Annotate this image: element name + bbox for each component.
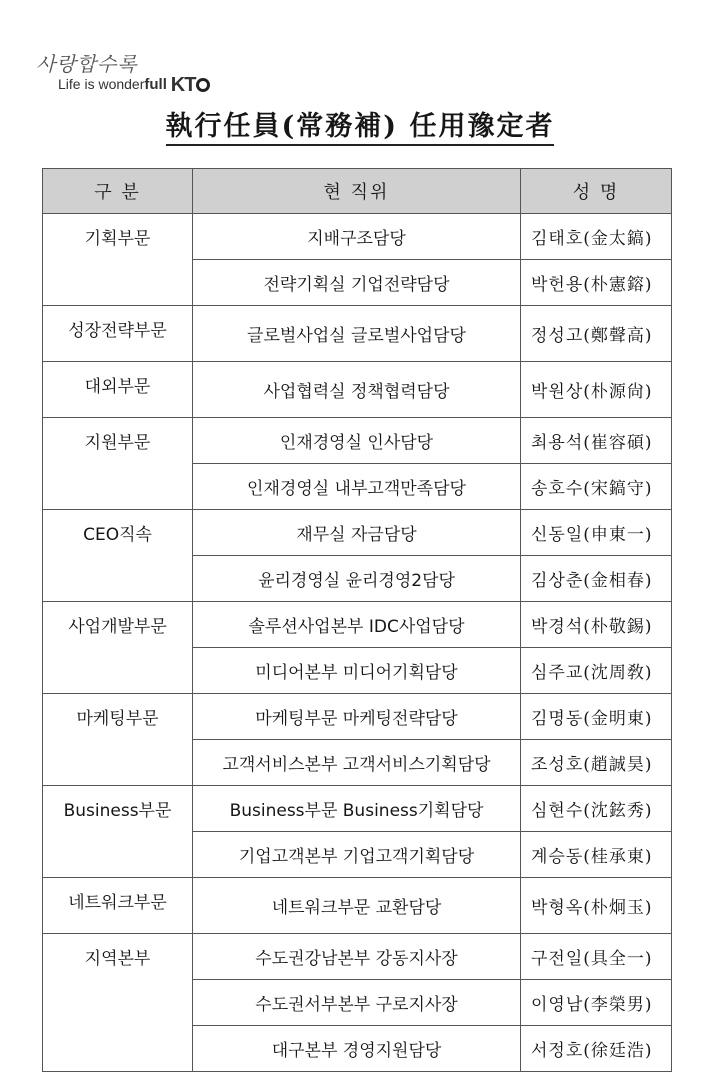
name-cell: 구전일(具全一) [521,934,672,980]
table-row [43,362,672,418]
table-row [43,418,672,464]
position-cell: 인재경영실 인사담당 [193,418,521,464]
position-cell: 전략기획실 기업전략담당 [193,260,521,306]
header-division: 구 분 [43,169,193,214]
name-cell: 김상춘(金相春) [521,556,672,602]
table-row [43,786,672,832]
position-cell: 윤리경영실 윤리경영2담당 [193,556,521,602]
name-cell: 심현수(沈鉉秀) [521,786,672,832]
name-cell: 서정호(徐廷浩) [521,1026,672,1072]
position-cell: 네트워크부문 교환담당 [193,878,521,934]
name-cell: 심주교(沈周敎) [521,648,672,694]
position-cell: Business부문 Business기획담당 [193,786,521,832]
table-row [43,214,672,260]
logo-brand: KT [170,74,196,96]
name-cell: 김태호(金太鎬) [521,214,672,260]
document-title-text: 執行任員(常務補) 任用豫定者 [166,111,555,146]
logo-tagline-prefix: Life is wonder [58,76,145,92]
position-cell: 사업협력실 정책협력담당 [193,362,521,418]
name-cell: 조성호(趙誠昊) [521,740,672,786]
table-body [43,214,672,1072]
name-cell: 최용석(崔容碩) [521,418,672,464]
name-cell: 이영남(李榮男) [521,980,672,1026]
position-cell: 수도권서부본부 구로지사장 [193,980,521,1026]
header-name: 성 명 [521,169,672,214]
name-cell: 박원상(朴源尙) [521,362,672,418]
division-cell: 지역본부 [43,934,193,1072]
division-cell: 마케팅부문 [43,694,193,786]
division-cell: Business부문 [43,786,193,878]
division-cell: CEO직속 [43,510,193,602]
table-row [43,510,672,556]
name-cell: 박경석(朴敬錫) [521,602,672,648]
logo-slogan: 사랑합수록 [36,52,138,76]
position-cell: 고객서비스본부 고객서비스기획담당 [193,740,521,786]
header-position: 현 직위 [193,169,521,214]
logo-tagline-bold: full [144,76,167,93]
name-cell: 신동일(申東一) [521,510,672,556]
table-row [43,306,672,362]
position-cell: 수도권강남본부 강동지사장 [193,934,521,980]
table-row [43,934,672,980]
position-cell: 솔루션사업본부 IDC사업담당 [193,602,521,648]
division-cell: 성장전략부문 [43,306,193,362]
position-cell: 대구본부 경영지원담당 [193,1026,521,1072]
position-cell: 글로벌사업실 글로벌사업담당 [193,306,521,362]
position-cell: 지배구조담당 [193,214,521,260]
position-cell: 마케팅부문 마케팅전략담당 [193,694,521,740]
appointee-table [42,168,672,1072]
division-cell: 대외부문 [43,362,193,418]
division-cell: 지원부문 [43,418,193,510]
table-row [43,878,672,934]
table-header-row [43,169,672,214]
name-cell: 송호수(宋鎬守) [521,464,672,510]
table-row [43,694,672,740]
name-cell: 박형옥(朴炯玉) [521,878,672,934]
position-cell: 재무실 자금담당 [193,510,521,556]
name-cell: 박헌용(朴憲鎔) [521,260,672,306]
division-cell: 사업개발부문 [43,602,193,694]
position-cell: 인재경영실 내부고객만족담당 [193,464,521,510]
name-cell: 김명동(金明東) [521,694,672,740]
name-cell: 정성고(鄭聲高) [521,306,672,362]
division-cell: 네트워크부문 [43,878,193,934]
position-cell: 기업고객본부 기업고객기획담당 [193,832,521,878]
logo-tagline [58,74,210,97]
table-row [43,602,672,648]
name-cell: 계승동(桂承東) [521,832,672,878]
position-cell: 미디어본부 미디어기획담당 [193,648,521,694]
kt-logo [36,48,266,98]
kt-ring-icon [196,78,210,92]
document-title [0,104,720,143]
division-cell: 기획부문 [43,214,193,306]
